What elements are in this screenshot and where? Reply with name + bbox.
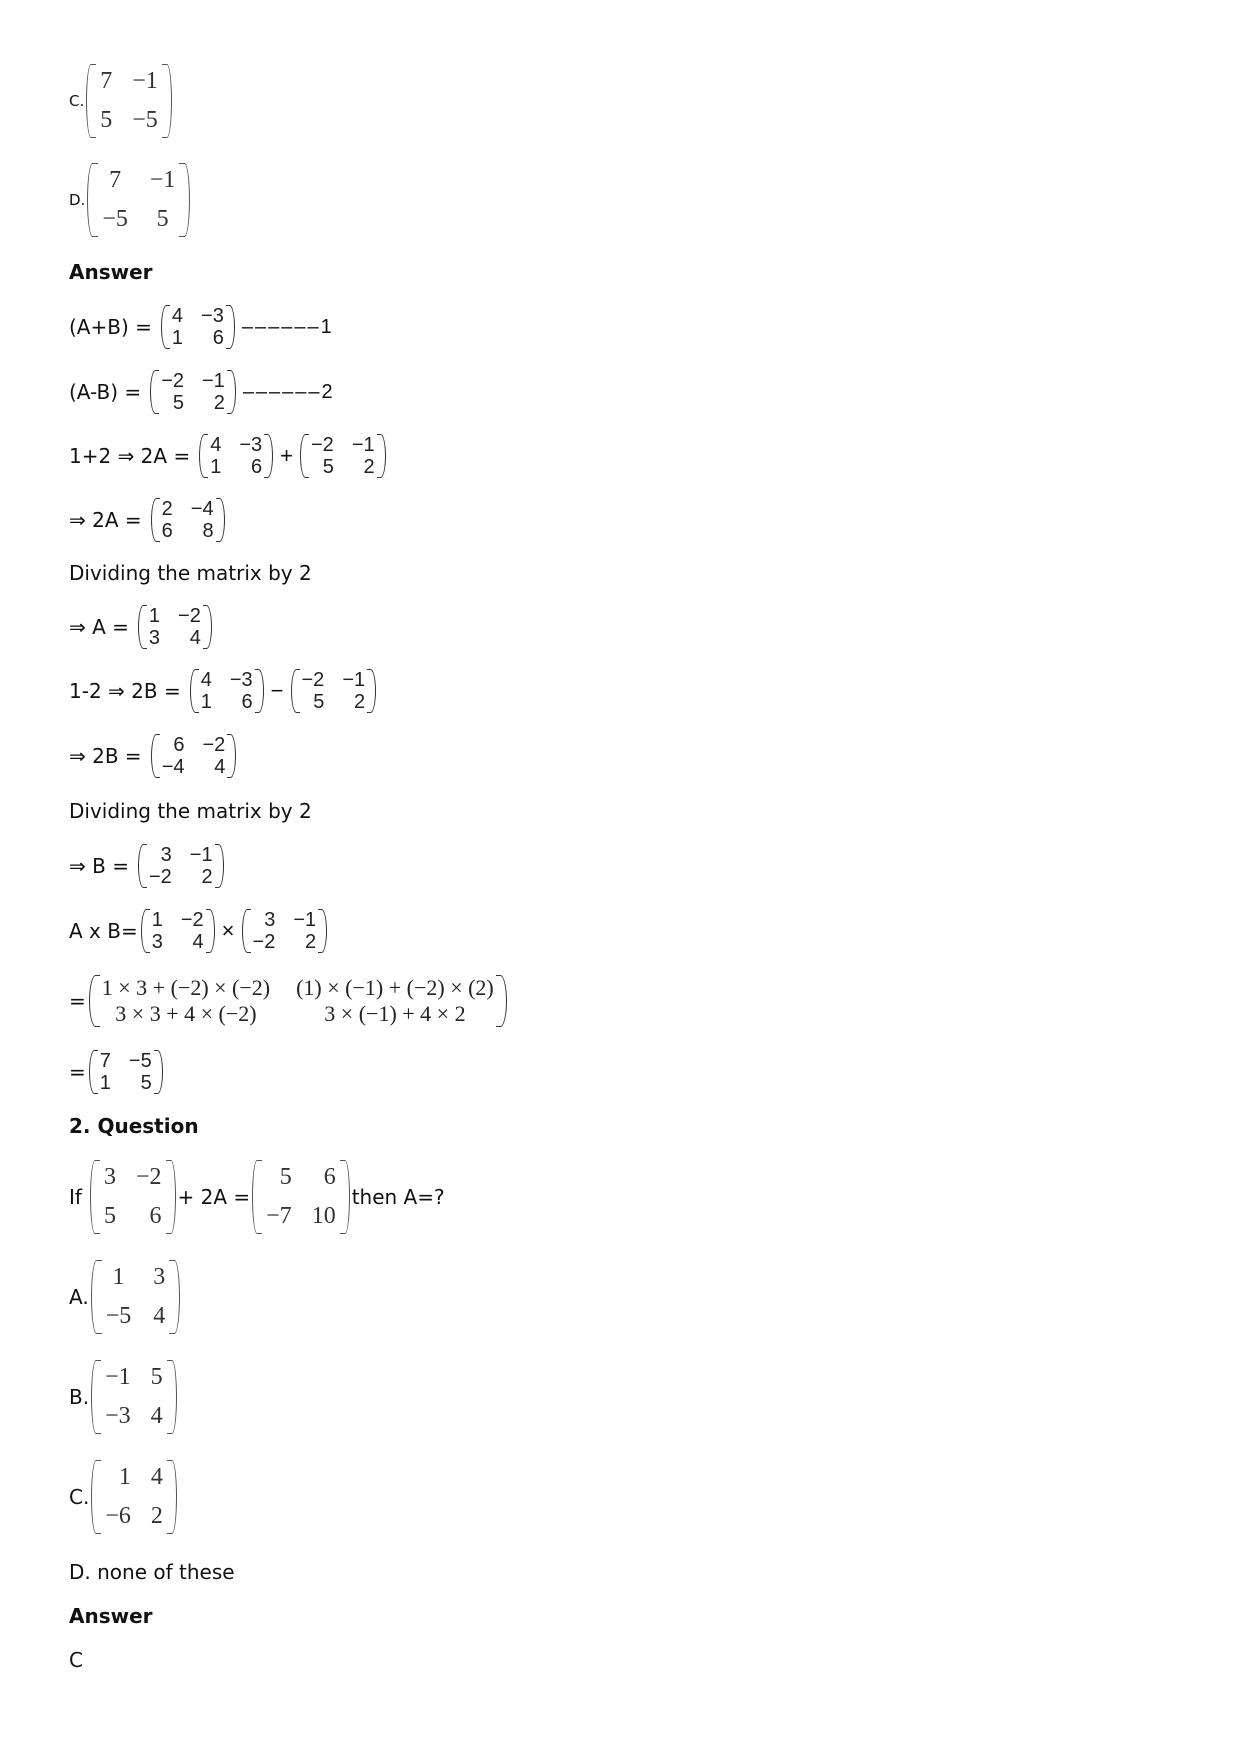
answer-heading: Answer [69,1604,153,1628]
matrix: 4 −3 1 6 [161,305,235,349]
dividing-text: Dividing the matrix by 2 [69,561,312,585]
matrix: 1 −2 3 4 [141,909,215,953]
matrix: 4 −3 1 6 [190,669,264,713]
matrix: 4 −3 1 6 [199,434,273,478]
matrix: 3 −2 5 6 [90,1160,176,1234]
option-b [69,1360,179,1434]
option-label: A. [69,1285,89,1309]
matrix: 7 −1 5 −5 [86,64,172,138]
matrix: 1 −2 3 4 [138,605,212,649]
matrix: 5 6 −7 10 [252,1160,350,1234]
matrix: −1 5 −3 4 [91,1360,177,1434]
matrix: 7 −1 −5 5 [87,163,190,237]
option-label: B. [69,1385,90,1409]
option-d: D. none of these [69,1560,235,1584]
matrix: 6 −2 −4 4 [151,734,237,778]
step-a-times-b: A x B= 1 −2 3 4 × 3 −1 −2 2 [69,909,330,953]
answer-heading: Answer [69,260,153,284]
question-statement: If 3 −2 5 6 + 2A = 5 6 −7 10 then A=? [69,1160,445,1234]
option-d-top [69,163,192,237]
matrix: −2 −1 5 2 [291,669,377,713]
step-a-plus-b: (A+B) = 4 −3 1 6 ––––––1 [69,305,334,349]
step-2a: ⇒ 2A = 2 −4 6 8 [69,498,228,542]
matrix: −2 −1 5 2 [300,434,386,478]
option-label: C. [69,92,85,110]
dividing-text: Dividing the matrix by 2 [69,799,312,823]
option-c-top [69,64,174,138]
option-c [69,1460,179,1534]
step-expansion: = 1 × 3 + (−2) × (−2) (1) × (−1) + (−2) × (2) 3 × 3 + 4 × (−2) 3 × (−1) + 4 × 2 [69,975,510,1027]
matrix: 1 × 3 + (−2) × (−2) (1) × (−1) + (−2) × (2) 3 × 3 + 4 × (−2) 3 × (−1) + 4 × 2 [89,975,507,1027]
step-2b: ⇒ 2B = 6 −2 −4 4 [69,734,239,778]
option-a [69,1260,182,1334]
matrix: −2 −1 5 2 [150,370,236,414]
step-result: = 7 −5 1 5 [69,1050,166,1094]
matrix: 1 4 −6 2 [91,1460,177,1534]
option-label: C. [69,1485,90,1509]
answer-value: C [69,1648,83,1672]
matrix: 1 3 −5 4 [91,1260,181,1334]
step-a: ⇒ A = 1 −2 3 4 [69,605,215,649]
step-1-plus-2: 1+2 ⇒ 2A = 4 −3 1 6 + −2 −1 5 2 [69,434,389,478]
matrix: 2 −4 6 8 [151,498,225,542]
matrix: 3 −1 −2 2 [242,909,328,953]
question-heading: 2. Question [69,1114,199,1138]
option-label: D. [69,191,86,209]
step-b: ⇒ B = 3 −1 −2 2 [69,844,227,888]
step-a-minus-b: (A-B) = −2 −1 5 2 ––––––2 [69,370,335,414]
matrix: 7 −5 1 5 [89,1050,163,1094]
matrix: 3 −1 −2 2 [138,844,224,888]
step-1-minus-2: 1-2 ⇒ 2B = 4 −3 1 6 − −2 −1 5 2 [69,669,379,713]
